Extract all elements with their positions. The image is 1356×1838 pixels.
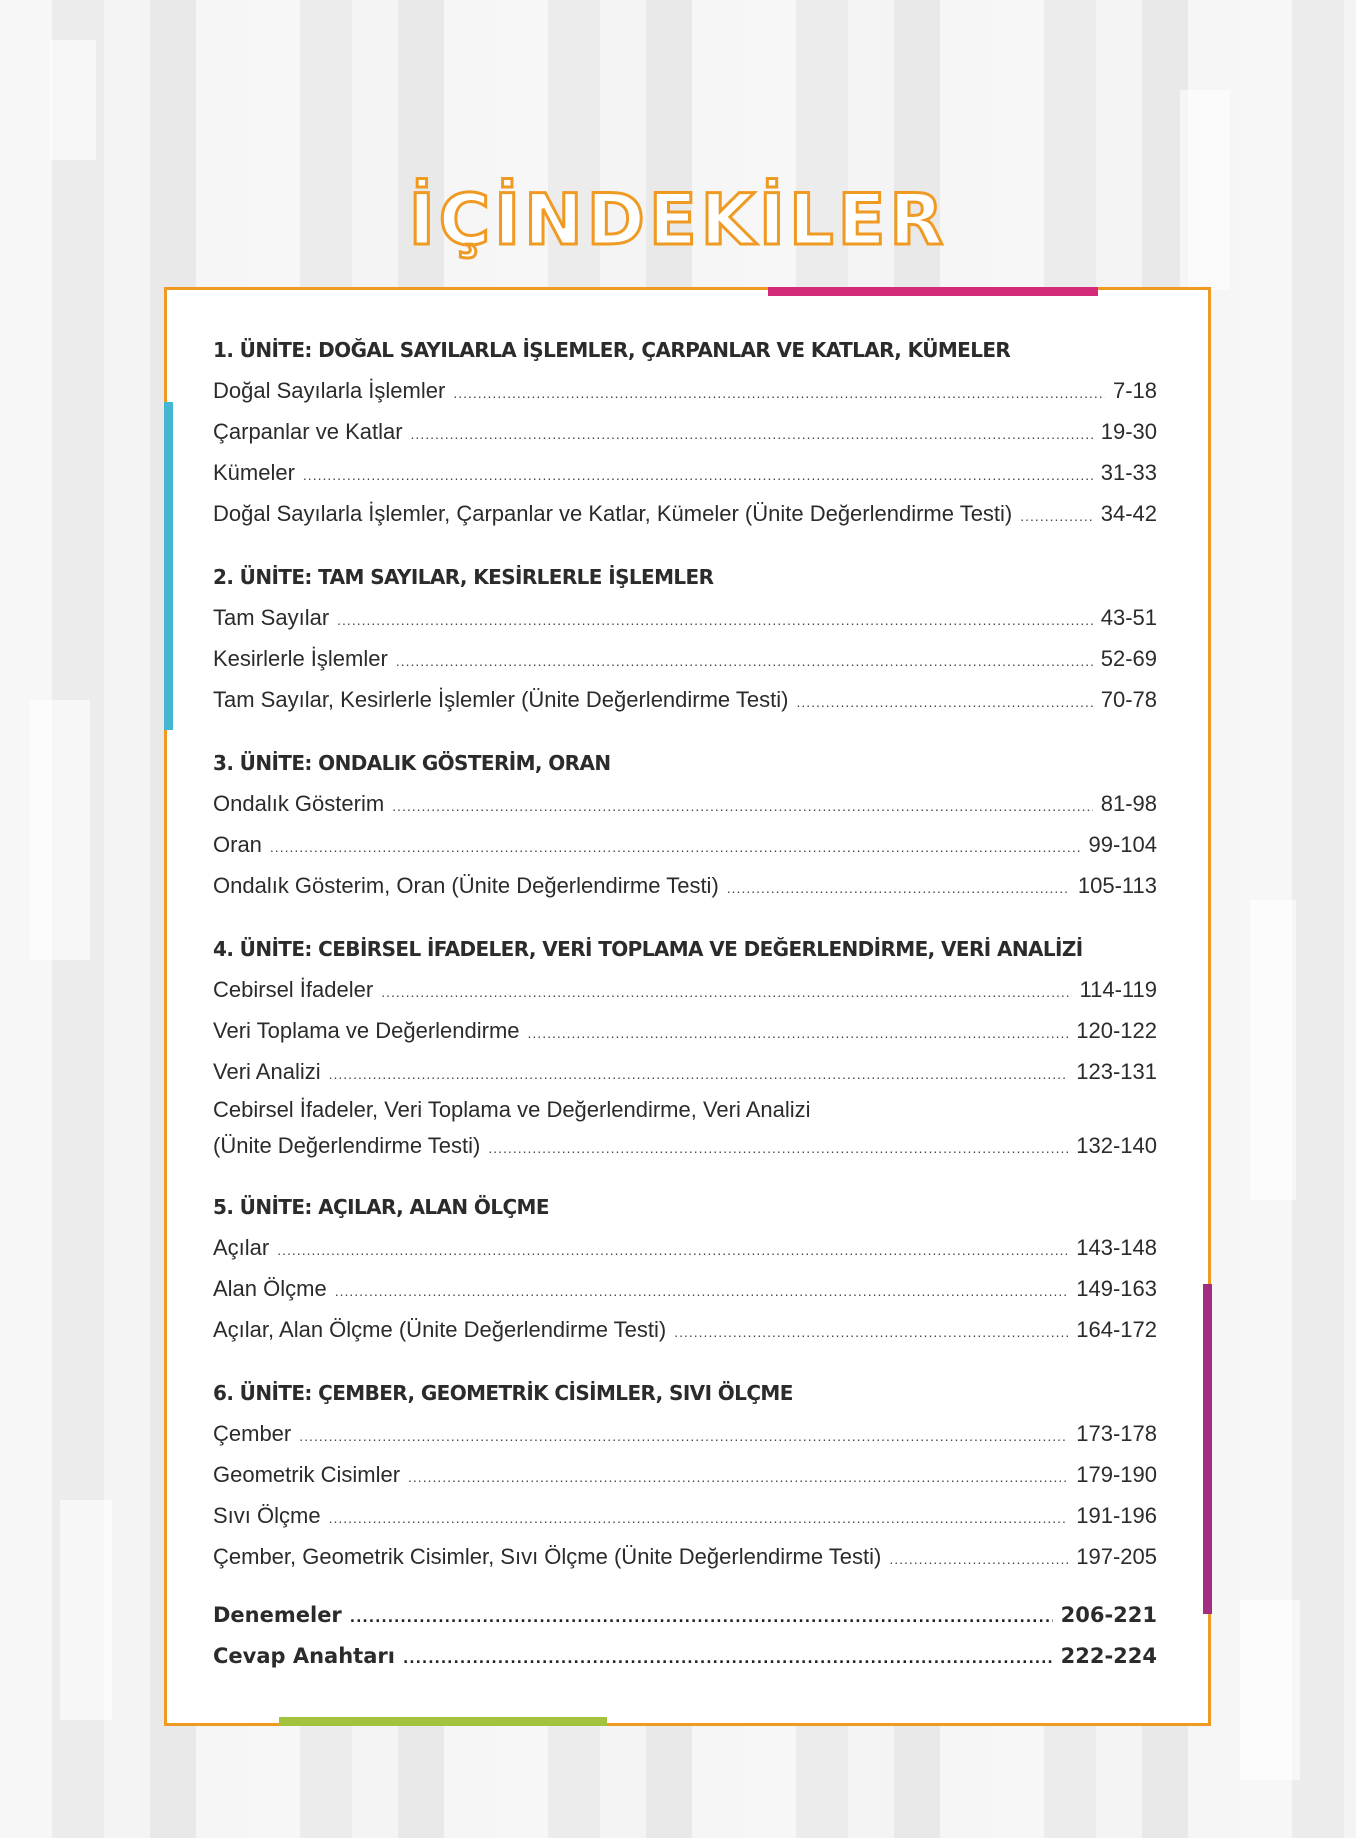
toc-entry[interactable] — [213, 493, 1157, 534]
section-gap — [213, 906, 1157, 929]
table-of-contents — [213, 330, 1157, 1677]
section-gap — [213, 1164, 1157, 1187]
page-range: 81-98 — [1100, 791, 1157, 816]
background-tile — [50, 40, 96, 160]
dot-leader — [392, 786, 1093, 827]
toc-entry[interactable] — [213, 452, 1157, 493]
dot-leader — [403, 1639, 1053, 1680]
section-gap — [213, 1350, 1157, 1373]
section-gap — [213, 720, 1157, 743]
entry-label: Tam Sayılar — [213, 605, 330, 630]
background-tile — [1250, 900, 1296, 1200]
accent-bar-left — [164, 402, 173, 730]
page-range: 206-221 — [1060, 1603, 1157, 1627]
page-range: 222-224 — [1060, 1644, 1157, 1668]
dot-leader — [674, 1312, 1068, 1353]
accent-bar-top — [768, 287, 1098, 296]
page-range: 120-122 — [1076, 1018, 1157, 1043]
entry-label: Alan Ölçme — [213, 1276, 327, 1301]
page-range: 19-30 — [1100, 419, 1157, 444]
page-range: 99-104 — [1088, 832, 1157, 857]
entry-label: Tam Sayılar, Kesirlerle İşlemler (Ünite Değerlendirme Testi) — [213, 687, 789, 712]
toc-entry[interactable] — [213, 597, 1157, 638]
accent-bar-bottom — [279, 1717, 607, 1726]
unit-heading: 3. ÜNİTE: ONDALIK GÖSTERİM, ORAN — [213, 751, 611, 775]
toc-entry[interactable] — [213, 370, 1157, 411]
background-tile — [30, 700, 90, 960]
background-tile — [1240, 1600, 1300, 1780]
page-range: 149-163 — [1076, 1276, 1157, 1301]
entry-label: Kümeler — [213, 460, 295, 485]
page-range: 164-172 — [1076, 1317, 1157, 1342]
dot-leader — [270, 827, 1081, 868]
entry-label: Veri Toplama ve Değerlendirme — [213, 1018, 520, 1043]
page-range: 52-69 — [1100, 646, 1157, 671]
page-range: 31-33 — [1100, 460, 1157, 485]
entry-label: Çember, Geometrik Cisimler, Sıvı Ölçme (Ünite Değerlendirme Testi) — [213, 1544, 882, 1569]
entry-label: Doğal Sayılarla İşlemler — [213, 378, 446, 403]
entry-label-line2: (Ünite Değerlendirme Testi) — [213, 1133, 481, 1158]
page-range: 191-196 — [1076, 1503, 1157, 1528]
dot-leader — [396, 641, 1093, 682]
entry-label-line1: Cebirsel İfadeler, Veri Toplama ve Değerlendirme, Veri Analizi — [213, 1097, 811, 1122]
toc-entry[interactable] — [213, 824, 1157, 865]
page-range: 114-119 — [1079, 977, 1157, 1002]
dot-leader — [488, 1130, 1068, 1166]
unit-heading: 6. ÜNİTE: ÇEMBER, GEOMETRİK CİSİMLER, SIVI ÖLÇME — [213, 1381, 793, 1405]
dot-leader — [889, 1539, 1068, 1580]
dot-leader — [408, 1457, 1068, 1498]
dot-leader — [299, 1416, 1068, 1457]
background-tile — [60, 1500, 112, 1720]
page-range: 132-140 — [1076, 1133, 1157, 1158]
entry-label: Doğal Sayılarla İşlemler, Çarpanlar ve Katlar, Kümeler (Ünite Değerlendirme Testi) — [213, 501, 1013, 526]
page-range: 197-205 — [1076, 1544, 1157, 1569]
entry-label: Veri Analizi — [213, 1059, 321, 1084]
toc-entry-cevap-anahtari[interactable] — [213, 1636, 1157, 1677]
entry-label: Geometrik Cisimler — [213, 1462, 401, 1487]
page-range: 34-42 — [1100, 501, 1157, 526]
toc-entry-two-line[interactable] — [213, 1092, 1157, 1164]
toc-entry[interactable] — [213, 1495, 1157, 1536]
dot-leader — [796, 682, 1092, 723]
entry-label: Ondalık Gösterim, Oran (Ünite Değerlendirme Testi) — [213, 873, 719, 898]
toc-entry[interactable] — [213, 969, 1157, 1010]
dot-leader — [381, 972, 1071, 1013]
toc-entry[interactable] — [213, 1268, 1157, 1309]
entry-label: Çarpanlar ve Katlar — [213, 419, 403, 444]
dot-leader — [337, 600, 1093, 641]
dot-leader — [350, 1598, 1053, 1639]
toc-entry[interactable] — [213, 1454, 1157, 1495]
dot-leader — [1020, 496, 1092, 537]
entry-label: Oran — [213, 832, 262, 857]
dot-leader — [329, 1498, 1069, 1539]
toc-entry[interactable] — [213, 783, 1157, 824]
entry-label: Denemeler — [213, 1603, 342, 1627]
toc-entry[interactable] — [213, 679, 1157, 720]
accent-bar-right — [1203, 1284, 1212, 1614]
toc-entry[interactable] — [213, 1051, 1157, 1092]
toc-entry[interactable] — [213, 1536, 1157, 1577]
entry-label: Kesirlerle İşlemler — [213, 646, 388, 671]
page-range: 105-113 — [1077, 873, 1157, 898]
entry-label: Cebirsel İfadeler — [213, 977, 374, 1002]
page-range: 7-18 — [1112, 378, 1157, 403]
entry-label: Sıvı Ölçme — [213, 1503, 321, 1528]
toc-entry[interactable] — [213, 865, 1157, 906]
page-range: 123-131 — [1076, 1059, 1157, 1084]
unit-heading: 5. ÜNİTE: AÇILAR, ALAN ÖLÇME — [213, 1195, 549, 1219]
page-range: 70-78 — [1100, 687, 1157, 712]
toc-entry[interactable] — [213, 638, 1157, 679]
page-range: 179-190 — [1076, 1462, 1157, 1487]
dot-leader — [329, 1054, 1069, 1095]
entry-label: Cevap Anahtarı — [213, 1644, 395, 1668]
toc-entry[interactable] — [213, 1010, 1157, 1051]
page-range: 173-178 — [1076, 1421, 1157, 1446]
dot-leader — [335, 1271, 1069, 1312]
entry-label: Ondalık Gösterim — [213, 791, 385, 816]
toc-entry[interactable] — [213, 411, 1157, 452]
toc-entry[interactable] — [213, 1309, 1157, 1350]
dot-leader — [528, 1013, 1069, 1054]
unit-heading: 4. ÜNİTE: CEBİRSEL İFADELER, VERİ TOPLAMA VE DEĞERLENDİRME, VERİ ANALİZİ — [213, 937, 1083, 961]
toc-entry[interactable] — [213, 1227, 1157, 1268]
dot-leader — [727, 868, 1070, 909]
section-gap — [213, 534, 1157, 557]
dot-leader — [277, 1230, 1068, 1271]
dot-leader — [453, 373, 1105, 414]
dot-leader — [411, 414, 1093, 455]
unit-heading: 2. ÜNİTE: TAM SAYILAR, KESİRLERLE İŞLEMLER — [213, 565, 714, 589]
dot-leader — [303, 455, 1093, 496]
page-range: 43-51 — [1100, 605, 1157, 630]
page-title: İÇİNDEKİLER — [408, 178, 948, 261]
page-range: 143-148 — [1076, 1235, 1157, 1260]
entry-label: Çember — [213, 1421, 292, 1446]
entry-label: Açılar — [213, 1235, 270, 1260]
unit-heading: 1. ÜNİTE: DOĞAL SAYILARLA İŞLEMLER, ÇARPANLAR VE KATLAR, KÜMELER — [213, 338, 1011, 362]
toc-entry-denemeler[interactable] — [213, 1595, 1157, 1636]
entry-label: Açılar, Alan Ölçme (Ünite Değerlendirme Testi) — [213, 1317, 667, 1342]
toc-entry[interactable] — [213, 1413, 1157, 1454]
